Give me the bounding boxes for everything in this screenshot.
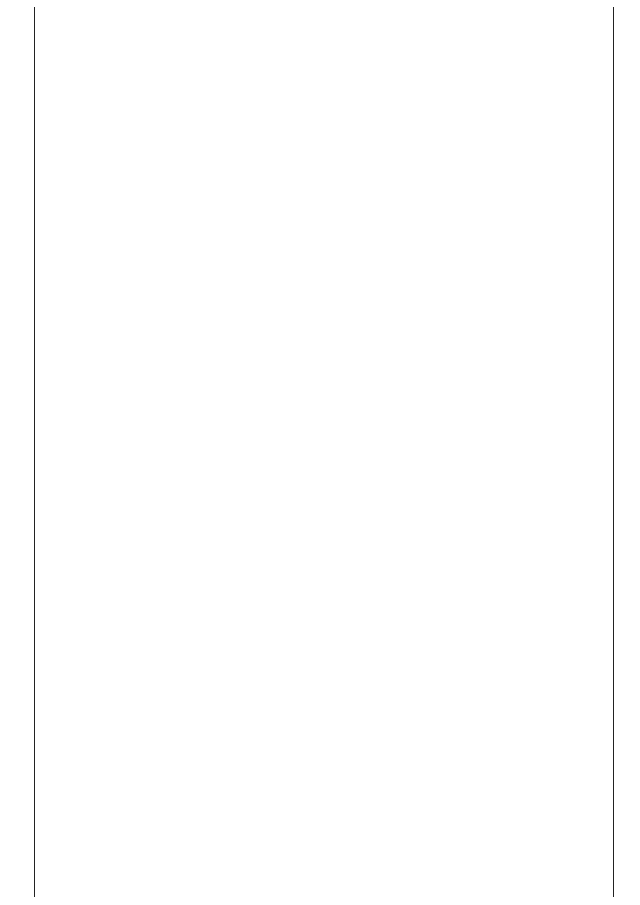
budget-table (34, 7, 614, 897)
